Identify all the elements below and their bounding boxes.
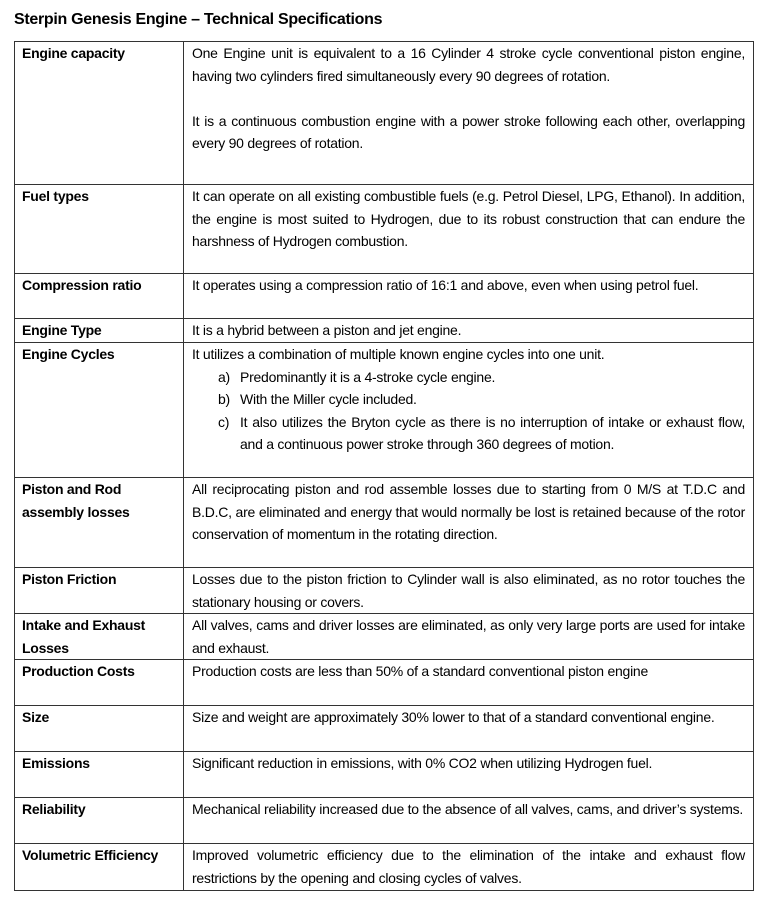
spec-paragraph: All valves, cams and driver losses are eliminated, as only very large ports are used for intake and exhaust. xyxy=(192,617,745,656)
list-marker: c) xyxy=(218,413,230,430)
document-title: Sterpin Genesis Engine – Technical Specifications xyxy=(14,11,383,28)
spec-value xyxy=(184,706,754,752)
spec-label: Volumetric Efficiency xyxy=(15,844,184,890)
spec-value xyxy=(184,844,754,890)
table-row xyxy=(15,660,754,706)
spec-paragraph: It operates using a compression ratio of 16:1 and above, even when using petrol fuel. xyxy=(192,277,699,293)
spec-label: Production Costs xyxy=(15,660,184,706)
spec-paragraph: Production costs are less than 50% of a standard conventional piston engine xyxy=(192,663,648,680)
spec-value xyxy=(184,343,754,478)
table-row xyxy=(15,798,754,844)
table-row xyxy=(15,568,754,614)
table-row xyxy=(15,274,754,319)
spec-paragraph: It can operate on all existing combustible fuels (e.g. Petrol Diesel, LPG, Ethanol). In addition, the engine is most suited to Hydrogen, due to its robust construction that can endure the harshness of Hydrogen combustion. xyxy=(192,188,745,250)
spec-label: Engine Cycles xyxy=(15,343,184,478)
list-item-text: It also utilizes the Bryton cycle as there is no interruption of intake or exhaust flow, and a continuous power stroke through 360 degrees of motion. xyxy=(240,413,745,453)
spec-label: Size xyxy=(15,706,184,752)
spec-label: Emissions xyxy=(15,752,184,798)
spec-label: Engine capacity xyxy=(15,42,184,185)
table-row xyxy=(15,319,754,343)
spec-value xyxy=(184,185,754,274)
table-row xyxy=(15,343,754,478)
spec-label: Intake and Exhaust Losses xyxy=(15,614,184,660)
table-row xyxy=(15,844,754,890)
spec-paragraph: It is a hybrid between a piston and jet engine. xyxy=(192,322,462,338)
spec-value xyxy=(184,42,754,185)
spec-paragraph: It utilizes a combination of multiple known engine cycles into one unit. xyxy=(192,346,605,362)
spec-value xyxy=(184,274,754,319)
spec-value xyxy=(184,319,754,343)
list-item xyxy=(218,411,745,456)
spec-label: Compression ratio xyxy=(15,274,184,319)
spec-value xyxy=(184,614,754,660)
spec-paragraph: It is a continuous combustion engine with a power stroke following each other, overlapping every 90 degrees of rotation. xyxy=(192,112,745,152)
spec-paragraph: One Engine unit is equivalent to a 16 Cylinder 4 stroke cycle conventional piston engine, having two cylinders fired simultaneously every 90 degrees of rotation. xyxy=(192,45,745,84)
spec-value xyxy=(184,798,754,844)
list-item xyxy=(218,388,745,411)
engine-cycles-list xyxy=(192,366,745,456)
list-marker: b) xyxy=(218,391,230,408)
table-row xyxy=(15,614,754,660)
spec-label: Piston Friction xyxy=(15,568,184,614)
spec-paragraph: Mechanical reliability increased due to the absence of all valves, cams, and driver’s systems. xyxy=(192,801,744,818)
spec-value xyxy=(184,660,754,706)
spec-value xyxy=(184,478,754,568)
spec-label: Engine Type xyxy=(15,319,184,343)
spec-label: Reliability xyxy=(15,798,184,844)
specifications-table xyxy=(14,41,754,891)
table-row xyxy=(15,752,754,798)
spec-paragraph: All reciprocating piston and rod assemble losses due to starting from 0 M/S at T.D.C and B.D.C, are eliminated and energy that would normally be lost is retained because of the rotor conservation of momentum in the rotating direction. xyxy=(192,481,745,543)
spec-paragraph: Significant reduction in emissions, with 0% CO2 when utilizing Hydrogen fuel. xyxy=(192,755,653,772)
table-row xyxy=(15,478,754,568)
table-row xyxy=(15,706,754,752)
spec-value xyxy=(184,568,754,614)
list-item-text: With the Miller cycle included. xyxy=(240,391,417,408)
spec-paragraph: Improved volumetric efficiency due to the elimination of the intake and exhaust flow restrictions by the opening and closing cycles of valves. xyxy=(192,847,745,886)
list-item xyxy=(218,366,745,389)
spec-paragraph: Size and weight are approximately 30% lower to that of a standard conventional engine. xyxy=(192,709,715,726)
spec-label: Fuel types xyxy=(15,185,184,274)
spec-label: Piston and Rod assembly losses xyxy=(15,478,184,568)
table-row xyxy=(15,185,754,274)
list-marker: a) xyxy=(218,368,230,385)
list-item-text: Predominantly it is a 4-stroke cycle engine. xyxy=(240,368,496,385)
table-row xyxy=(15,42,754,185)
spec-value xyxy=(184,752,754,798)
spec-paragraph: Losses due to the piston friction to Cylinder wall is also eliminated, as no rotor touches the stationary housing or covers. xyxy=(192,571,745,610)
